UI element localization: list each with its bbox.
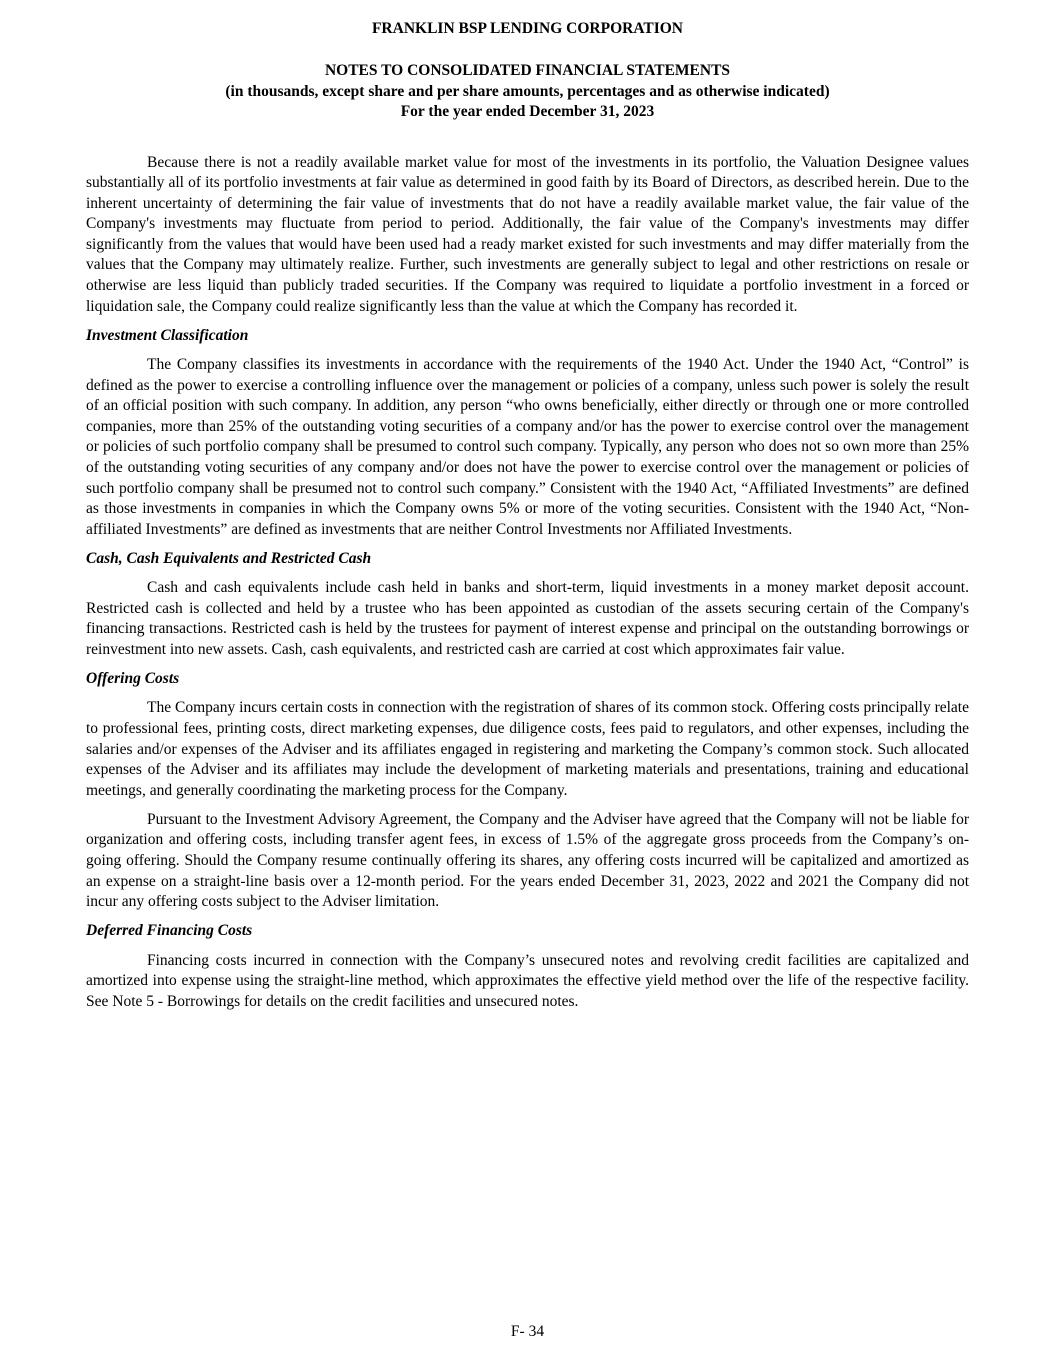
statement-title: NOTES TO CONSOLIDATED FINANCIAL STATEMENTS	[324, 62, 731, 79]
company-name: FRANKLIN BSP LENDING CORPORATION	[371, 20, 684, 37]
intro-paragraph: Because there is not a readily available market value for most of the investments in its portfolio, the Valuation Designee values substantially all of its portfolio investments at fair value as determined in good faith by its Board of Directors, as described herein. Due to the inherent uncertainty of determining the fair value of investments that do not have a readily available market value, the fair value of the Company's investments may fluctuate from period to period. Additionally, the fair value of the Company's investments may differ significantly from the values that would have been used had a ready market existed for such investments and may differ materially from the values that the Company may ultimately realize. Further, such investments are generally subject to legal and other restrictions on resale or otherwise are less liquid than publicly traded securities. If the Company was required to liquidate a portfolio investment in a forced or liquidation sale, the Company could realize significantly less than the value at which the Company has recorded it.	[86, 153, 969, 315]
cash-heading: Cash, Cash Equivalents and Restricted Cash	[86, 549, 372, 567]
investment-classification-heading: Investment Classification	[86, 326, 249, 344]
offering-costs-paragraph-2: Pursuant to the Investment Advisory Agreement, the Company and the Adviser have agreed that the Company will not be liable for organization and offering costs, including transfer agent fees, in excess of 1.5% of the aggregate gross proceeds from the Company’s on-going offering. Should the Company resume continually offering its shares, any offering costs incurred will be capitalized and amortized as an expense on a straight-line basis over a 12-month period. For the years ended December 31, 2023, 2022 and 2021 the Company did not incur any offering costs subject to the Adviser limitation.	[86, 810, 969, 911]
statement-subtitle: (in thousands, except share and per share amounts, percentages and as otherwise indicated)	[225, 82, 830, 100]
document-page	[86, 19, 969, 1021]
investment-classification-paragraph: The Company classifies its investments in accordance with the requirements of the 1940 Act. Under the 1940 Act, “Control” is defined as the power to exercise a controlling influence over the management or policies of a company, unless such power is solely the result of an official position with such company. In addition, any person “who owns beneficially, either directly or through one or more controlled companies, more than 25% of the outstanding voting securities of a company and/or has the power to exercise control over the management or policies of such portfolio company shall be presumed to control such company. Typically, any person who does not so own more than 25% of the outstanding voting securities of any company and/or does not have the power to exercise control over the management or policies of such portfolio company shall be presumed not to control such company.” Consistent with the 1940 Act, “Affiliated Investments” are defined as those investments in companies in which the Company owns 5% or more of the voting securities. Consistent with the 1940 Act, “Non-affiliated Investments” are defined as investments that are neither Control Investments nor Affiliated Investments.	[86, 356, 969, 538]
offering-costs-heading: Offering Costs	[86, 670, 180, 688]
deferred-financing-heading: Deferred Financing Costs	[86, 922, 253, 940]
deferred-financing-paragraph: Financing costs incurred in connection with the Company’s unsecured notes and revolving credit facilities are capitalized and amortized into expense using the straight-line method, which approximates the effective yield method over the life of the respective facility. See Note 5 - Borrowings for details on the credit facilities and unsecured notes.	[86, 951, 969, 1010]
statement-period: For the year ended December 31, 2023	[400, 103, 655, 120]
statement-header	[86, 61, 969, 123]
notes-body	[86, 153, 969, 1013]
page-number: F- 34	[510, 1323, 545, 1340]
offering-costs-paragraph-1: The Company incurs certain costs in connection with the registration of shares of its common stock. Offering costs principally relate to professional fees, printing costs, direct marketing expenses, due diligence costs, fees paid to regulators, and other expenses, including the salaries and/or expenses of the Adviser and its affiliates engaged in registering and marketing the Company’s common stock. Such allocated expenses of the Adviser and its affiliates may include the development of marketing materials and presentations, training and educational meetings, and generally coordinating the marketing process for the Company.	[86, 699, 969, 799]
cash-paragraph: Cash and cash equivalents include cash held in banks and short-term, liquid investments in a money market deposit account. Restricted cash is collected and held by a trustee who has been appointed as custodian of the assets securing certain of the Company's financing transactions. Restricted cash is held by the trustees for payment of interest expense and principal on the outstanding borrowings or reinvestment into new assets. Cash, cash equivalents, and restricted cash are carried at cost which approximates fair value.	[86, 579, 969, 658]
